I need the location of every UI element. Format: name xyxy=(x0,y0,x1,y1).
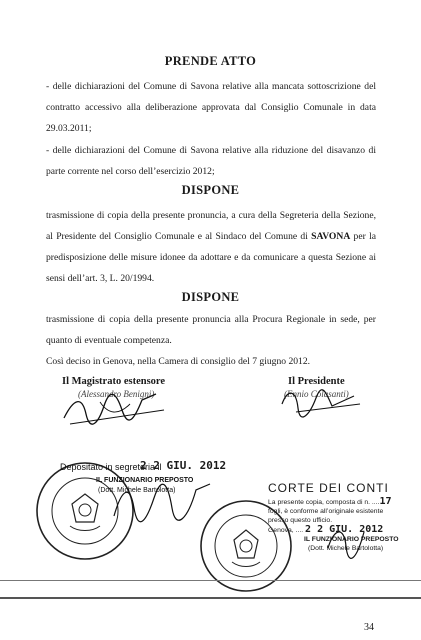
copy-stamp-title: CORTE DEI CONTI xyxy=(268,481,389,495)
dispone-heading-2: DISPONE xyxy=(181,290,240,304)
dispone-heading-1: DISPONE xyxy=(181,183,240,197)
dispone-1-text-after: per la predisposizione delle misure idonee da adottare e da comunicare a questa Sezione ai sensi dell’art. 3, L. 20/1994. xyxy=(46,231,376,284)
prende-atto-item-1: - delle dichiarazioni del Comune di Savona relative alla mancata sottoscrizione del contratto accessivo alla deliberazione approvata dal Consiglio Comunale in data 29.03.2011; xyxy=(46,81,376,134)
page-number: 34 xyxy=(364,622,374,633)
scan-line-divider xyxy=(0,580,421,581)
deposit-stamp-date: 2 2 GIU. 2012 xyxy=(140,459,227,472)
closing-line: Così deciso in Genova, nella Camera di consiglio del 7 giugno 2012. xyxy=(46,356,311,367)
signature-left-title: Il Magistrato estensore xyxy=(62,376,166,387)
signature-right-title: Il Presidente xyxy=(288,376,345,387)
copy-stamp-line-3: presso questo ufficio. xyxy=(268,517,333,524)
copy-signature-scribble xyxy=(322,518,372,568)
dispone-1-comune-name: SAVONA xyxy=(311,231,351,242)
copy-stamp-officer-name: (Dott. Michele Bartolotta) xyxy=(308,545,384,552)
copy-stamp-date: 2 2 GIU. 2012 xyxy=(305,524,384,535)
deposit-stamp-label: Depositato in segreteria il xyxy=(60,462,162,472)
copy-stamp-pages: 17 xyxy=(379,496,392,507)
copy-stamp-line-2: fogli, è conforme all’originale esistente xyxy=(268,508,384,515)
dispone-1-text-before: trasmissione di copia della presente pronuncia, a cura della Segreteria della Sezione, al Presidente del Consiglio Comunale e al Sindaco del Comune di xyxy=(46,210,376,242)
signature-right-scribble xyxy=(276,384,366,418)
copy-stamp-line-1: La presente copia, composta di n. .... xyxy=(268,499,380,506)
signature-left-name: (Alessandro Benigni) xyxy=(78,389,155,399)
prende-atto-item-2: - delle dichiarazioni del Comune di Savona relative alla riduzione del disavanzo di parte corrente nel corso dell’esercizio 2012; xyxy=(46,145,376,177)
signature-right-name: (Ennio Colasanti) xyxy=(284,389,349,399)
copy-seal-icon xyxy=(196,496,296,596)
copy-stamp-line-4: Genova, .... xyxy=(268,527,304,534)
deposit-stamp-officer-title: IL FUNZIONARIO PREPOSTO xyxy=(96,477,194,484)
deposit-stamp-officer-name: (Dott. Michele Bartolotta) xyxy=(98,487,176,494)
dispone-2-paragraph: trasmissione di copia della presente pronuncia alla Procura Regionale in sede, per quanto di eventuale competenza. xyxy=(46,314,376,346)
copy-stamp-officer-title: IL FUNZIONARIO PREPOSTO xyxy=(304,536,399,543)
prende-atto-heading: PRENDE ATTO xyxy=(164,54,257,68)
dispone-1-paragraph xyxy=(46,205,376,289)
signature-left-scribble xyxy=(60,384,170,430)
scan-line-divider-2 xyxy=(0,597,421,599)
